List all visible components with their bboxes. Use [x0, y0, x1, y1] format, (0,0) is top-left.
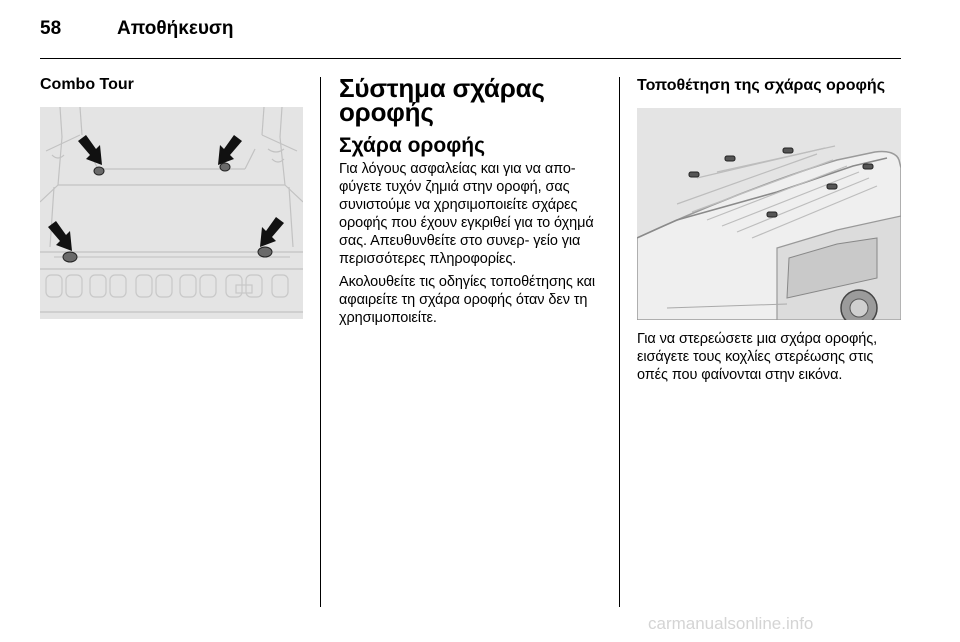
installation-paragraph: Για να στερεώσετε μια σχάρα οροφής, εισάγετε τους κοχλίες στερέωσης στις οπές που φαίνονται στην εικόνα.	[637, 331, 878, 383]
column-middle	[339, 73, 604, 332]
installation-title: Τοποθέτηση της σχάρας οροφής	[637, 77, 886, 94]
van-roof-holes-illustration	[637, 108, 901, 320]
page-number: 58	[40, 18, 62, 39]
watermark-text: carmanualsonline.info	[648, 614, 814, 633]
instruction-paragraph: Ακολουθείτε τις οδηγίες τοποθέτησης και αφαιρείτε τη σχάρα οροφής όταν δεν τη χρησιμοποιείτε.	[339, 274, 596, 326]
column-divider-1	[320, 77, 321, 607]
column-left	[40, 76, 304, 319]
column-right	[637, 76, 901, 389]
model-label: Combo Tour	[40, 76, 134, 93]
section-title: Σύστημα σχάρας οροφής	[339, 73, 545, 127]
running-head: Αποθήκευση	[117, 18, 234, 39]
roof-mount-points-illustration	[40, 107, 303, 319]
header-rule	[40, 58, 901, 59]
subsection-title: Σχάρα οροφής	[339, 134, 485, 157]
column-divider-2	[619, 77, 620, 607]
safety-paragraph: Για λόγους ασφαλείας και για να απο- φύγετε τυχόν ζημιά στην οροφή, σας συνιστούμε να χρησιμοποιείτε σχάρες οροφής που έχουν εγκριθεί για το όχημά σας. Απευθυνθείτε στο συνερ- γείο για περισσότερες πληροφορίες.	[339, 161, 594, 267]
